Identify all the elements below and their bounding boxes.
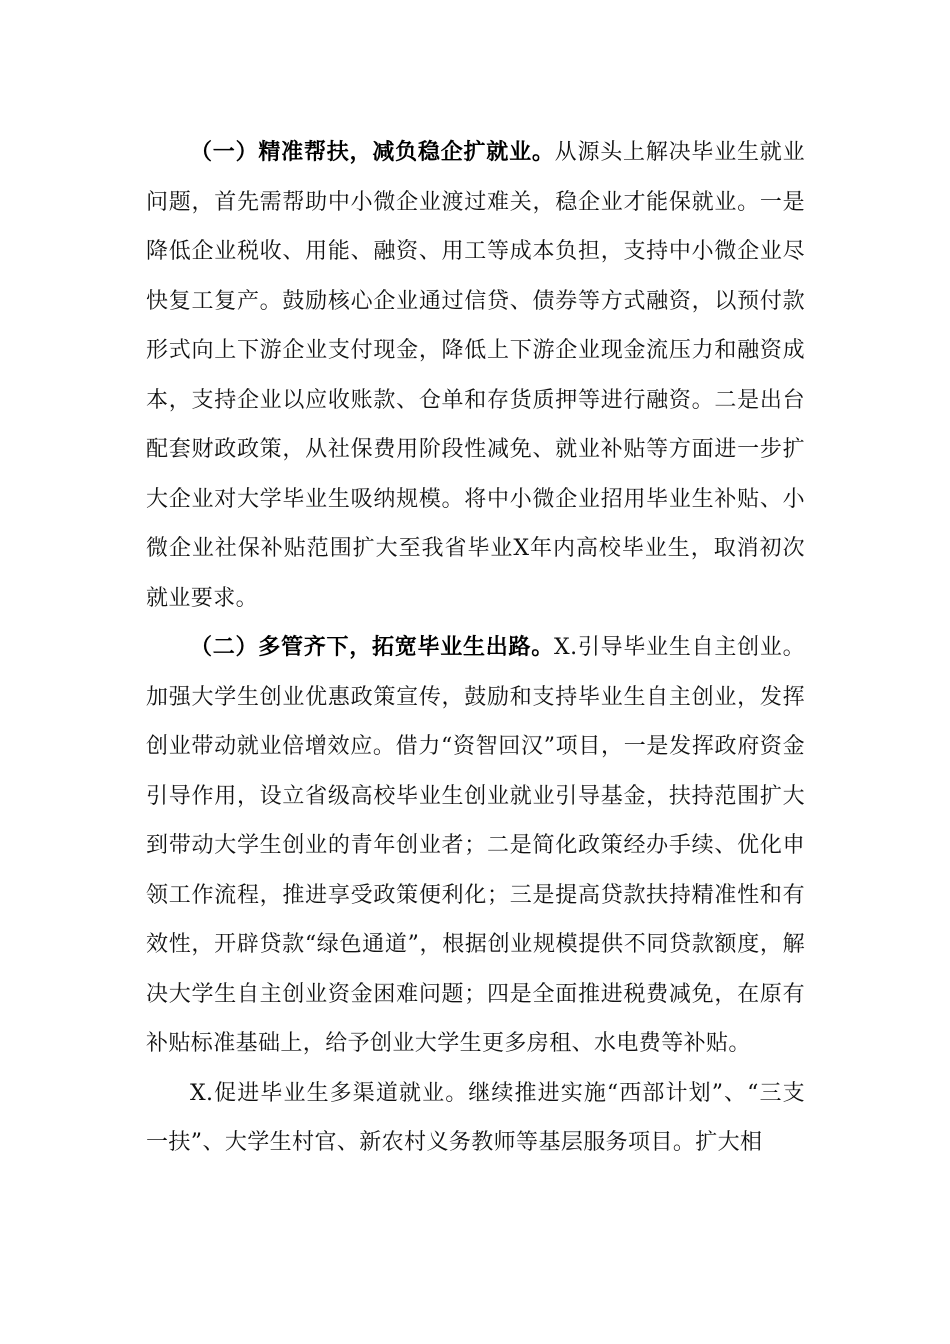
paragraph-2-text: X.引导毕业生自主创业。加强大学生创业优惠政策宣传，鼓励和支持毕业生自主创业，发挥创业带动就业倍增效应。借力“资智回汉”项目，一是发挥政府资金引导作用，设立省级高校毕业生创业就业引导基金，扶持范围扩大到带动大学生创业的青年创业者；二是简化政策经办手续、优化申领工作流程，推进享受政策便利化；三是提高贷款扶持精准性和有效性，开辟贷款“绿色通道”，根据创业规模提供不同贷款额度，解决大学生自主创业资金困难问题；四是全面推进税费减免，在原有补贴标准基础上，给予创业大学生更多房租、水电费等补贴。 <box>146 635 805 1056</box>
paragraph-1-text: 从源头上解决毕业生就业问题，首先需帮助中小微企业渡过难关，稳企业才能保就业。一是降低企业税收、用能、融资、用工等成本负担，支持中小微企业尽快复工复产。鼓励核心企业通过信贷、债券等方式融资，以预付款形式向上下游企业支付现金，降低上下游企业现金流压力和融资成本，支持企业以应收账款、仓单和存货质押等进行融资。二是出台配套财政政策，从社保费用阶段性减免、就业补贴等方面进一步扩大企业对大学毕业生吸纳规模。将中小微企业招用毕业生补贴、小微企业社保补贴范围扩大至我省毕业X年内高校毕业生，取消初次就业要求。 <box>146 140 805 611</box>
section-heading-1: （一）精准帮扶，减负稳企扩就业。 <box>190 139 555 165</box>
paragraph-2 <box>146 623 805 1069</box>
paragraph-3-text: X.促进毕业生多渠道就业。继续推进实施“西部计划”、“三支一扶”、大学生村官、新农村义务教师等基层服务项目。扩大相 <box>146 1080 805 1155</box>
section-heading-2: （二）多管齐下，拓宽毕业生出路。 <box>190 634 555 660</box>
paragraph-3 <box>146 1069 805 1168</box>
paragraph-1 <box>146 128 805 623</box>
